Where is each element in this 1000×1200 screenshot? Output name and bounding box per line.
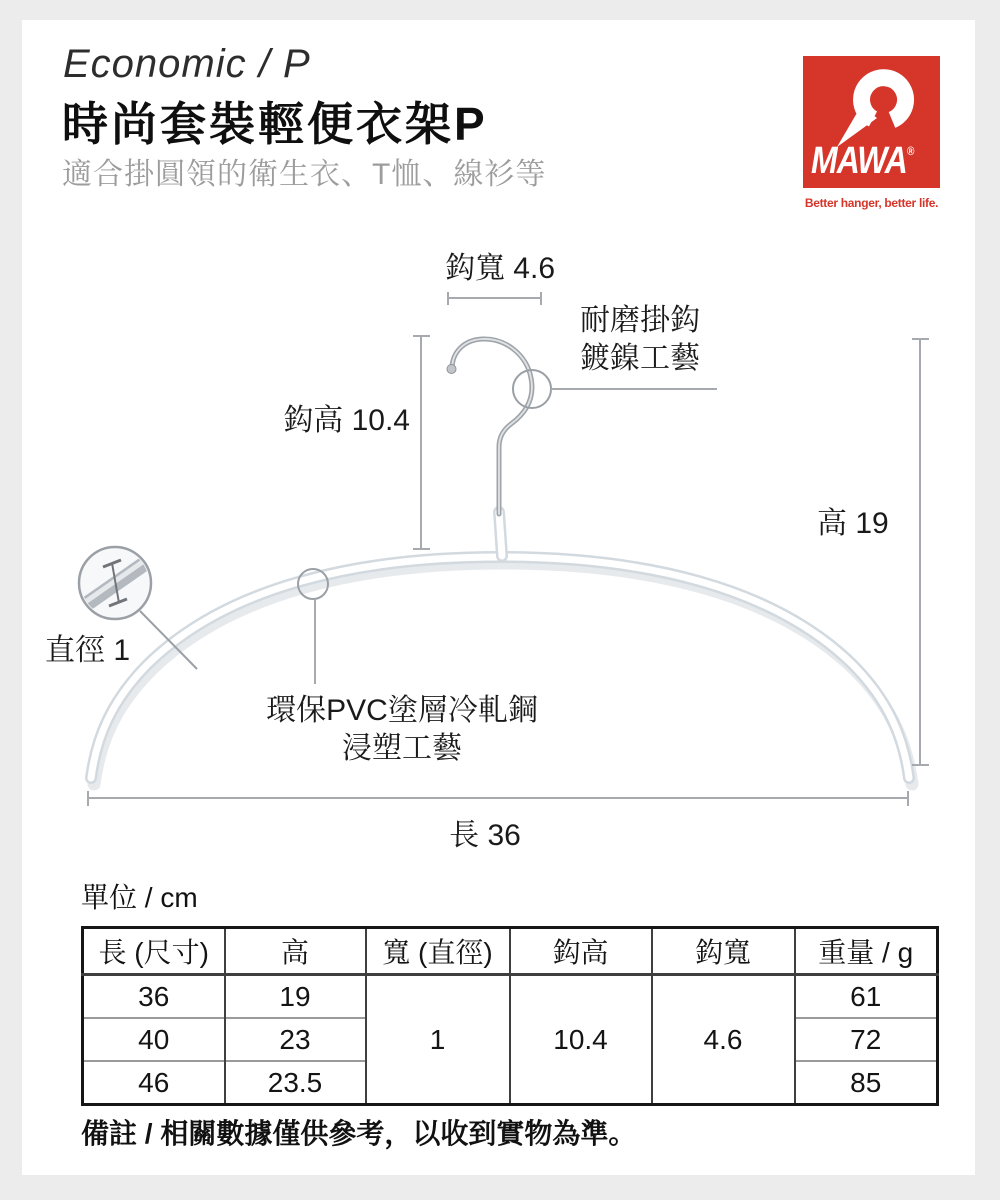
cell-height: 19 (225, 975, 366, 1019)
cell-height: 23 (225, 1018, 366, 1061)
cell-hook-width-merged: 4.6 (652, 975, 795, 1105)
page-title: 時尚套裝輕便衣架P (62, 98, 488, 150)
col-header-width: 寬 (直徑) (366, 928, 510, 975)
dim-length-line (88, 791, 908, 806)
hook-note-line2: 鍍鎳工藝 (580, 342, 700, 375)
cell-hook-height-merged: 10.4 (510, 975, 652, 1105)
series-name: Economic / P (63, 42, 311, 86)
table-footnote: 備註 / 相關數據僅供參考，以收到實物為準。 (81, 1118, 637, 1149)
col-header-length: 長 (尺寸) (83, 928, 225, 975)
unit-label: 單位 / cm (81, 882, 198, 913)
cell-length: 36 (83, 975, 225, 1019)
table-header-row (83, 928, 938, 975)
col-header-hook-width: 鈎寬 (652, 928, 795, 975)
material-note-line1: 環保PVC塗層冷軋鋼 (266, 694, 538, 727)
metal-hook (447, 339, 532, 514)
col-header-hook-height: 鈎高 (510, 928, 652, 975)
dim-hook-height-line (413, 336, 430, 549)
table-row (83, 975, 938, 1019)
cell-weight: 61 (795, 975, 938, 1019)
diameter-label: 直徑 1 (45, 634, 131, 667)
hook-height-label: 鈎高 10.4 (283, 404, 410, 437)
cell-length: 46 (83, 1061, 225, 1105)
length-label: 長 36 (449, 819, 521, 852)
hook-note-line1: 耐磨掛鈎 (580, 304, 700, 337)
registered-mark: ® (906, 144, 915, 158)
cell-height: 23.5 (225, 1061, 366, 1105)
spec-table (81, 926, 939, 1106)
hook-material-note (580, 302, 700, 378)
cell-width-merged: 1 (366, 975, 510, 1105)
cell-weight: 72 (795, 1018, 938, 1061)
page-subtitle: 適合掛圓領的衛生衣、T恤、線衫等 (62, 158, 547, 191)
dim-hook-width-line (448, 292, 541, 305)
cell-length: 40 (83, 1018, 225, 1061)
cell-weight: 85 (795, 1061, 938, 1105)
material-note-line2: 浸塑工藝 (342, 732, 462, 765)
dim-height-line (912, 339, 929, 765)
col-header-height: 高 (225, 928, 366, 975)
col-header-weight: 重量 / g (795, 928, 938, 975)
height-label: 高 19 (817, 507, 889, 540)
body-material-note (242, 692, 562, 768)
brand-wordmark: MAWA® (811, 140, 915, 182)
hook-width-label: 鈎寬 4.6 (444, 252, 556, 285)
brand-tagline: Better hanger, better life. (804, 196, 939, 210)
